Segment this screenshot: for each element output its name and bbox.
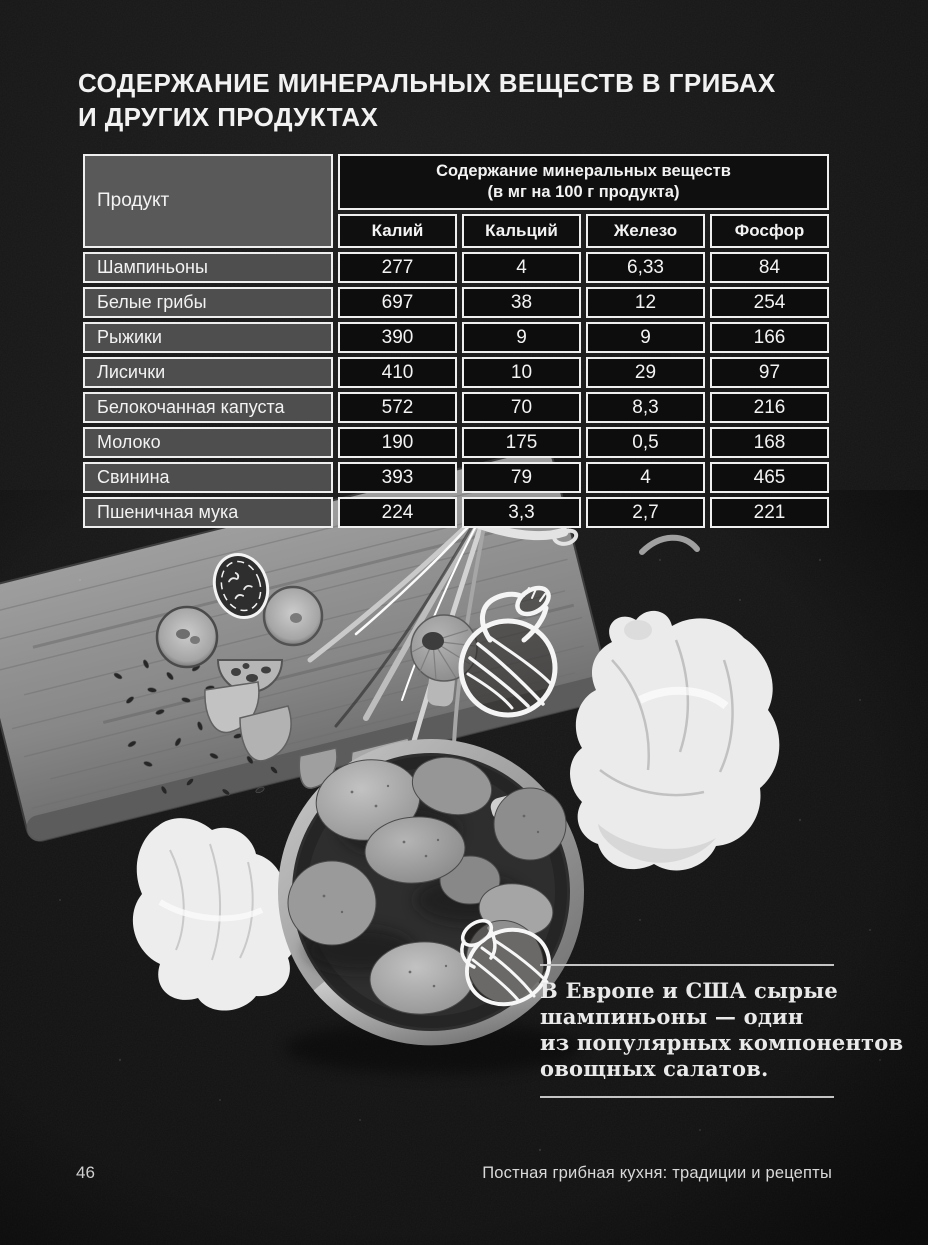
value-cell: 29 [586, 357, 705, 388]
value-cell: 216 [710, 392, 829, 423]
table-group-header-line-1: Содержание минеральных веществ [436, 162, 731, 180]
product-cell: Белые грибы [83, 287, 333, 318]
value-cell: 697 [338, 287, 457, 318]
value-cell: 4 [586, 462, 705, 493]
page-number: 46 [76, 1163, 95, 1182]
value-cell: 6,33 [586, 252, 705, 283]
product-cell: Молоко [83, 427, 333, 458]
value-cell: 4 [462, 252, 581, 283]
page-title-line-1: СОДЕРЖАНИЕ МИНЕРАЛЬНЫХ ВЕЩЕСТВ В ГРИБАХ [78, 68, 776, 98]
product-cell: Белокочанная капуста [83, 392, 333, 423]
table-row [83, 392, 829, 423]
value-cell: 572 [338, 392, 457, 423]
column-header-product: Продукт [83, 154, 333, 248]
value-cell: 2,7 [586, 497, 705, 528]
value-cell: 70 [462, 392, 581, 423]
value-cell: 84 [710, 252, 829, 283]
value-cell: 254 [710, 287, 829, 318]
fact-callout-line: шампиньоны — один [540, 1004, 804, 1029]
column-header-potassium: Калий [338, 214, 457, 248]
fact-callout-line: В Европе и США сырые [540, 978, 838, 1003]
value-cell: 390 [338, 322, 457, 353]
product-cell: Рыжики [83, 322, 333, 353]
product-cell: Свинина [83, 462, 333, 493]
table-header-row-1 [83, 154, 829, 210]
table-row [83, 357, 829, 388]
table-group-header [338, 154, 829, 210]
book-title: Постная грибная кухня: традиции и рецепты [482, 1164, 832, 1182]
photo-vignette [0, 490, 928, 1245]
column-header-calcium: Кальций [462, 214, 581, 248]
table-row [83, 322, 829, 353]
product-cell: Пшеничная мука [83, 497, 333, 528]
value-cell: 168 [710, 427, 829, 458]
product-cell: Лисички [83, 357, 333, 388]
value-cell: 79 [462, 462, 581, 493]
table-row [83, 462, 829, 493]
product-cell: Шампиньоны [83, 252, 333, 283]
page-title-line-2: И ДРУГИХ ПРОДУКТАХ [78, 102, 379, 132]
value-cell: 224 [338, 497, 457, 528]
table-row [83, 252, 829, 283]
column-header-phosphorus: Фосфор [710, 214, 829, 248]
value-cell: 38 [462, 287, 581, 318]
value-cell: 175 [462, 427, 581, 458]
fact-callout-line: овощных салатов. [540, 1056, 769, 1081]
table-row [83, 427, 829, 458]
value-cell: 166 [710, 322, 829, 353]
value-cell: 190 [338, 427, 457, 458]
value-cell: 9 [586, 322, 705, 353]
table-row [83, 287, 829, 318]
value-cell: 8,3 [586, 392, 705, 423]
value-cell: 393 [338, 462, 457, 493]
value-cell: 277 [338, 252, 457, 283]
value-cell: 465 [710, 462, 829, 493]
page-title [78, 66, 776, 134]
table-group-header-line-2: (в мг на 100 г продукта) [487, 183, 680, 201]
value-cell: 97 [710, 357, 829, 388]
minerals-table [78, 150, 834, 532]
value-cell: 221 [710, 497, 829, 528]
value-cell: 3,3 [462, 497, 581, 528]
value-cell: 0,5 [586, 427, 705, 458]
fact-callout-line: из популярных компонентов [540, 1030, 904, 1055]
fact-callout [540, 964, 904, 1098]
value-cell: 410 [338, 357, 457, 388]
table-row [83, 497, 829, 528]
column-header-iron: Железо [586, 214, 705, 248]
value-cell: 10 [462, 357, 581, 388]
value-cell: 9 [462, 322, 581, 353]
value-cell: 12 [586, 287, 705, 318]
